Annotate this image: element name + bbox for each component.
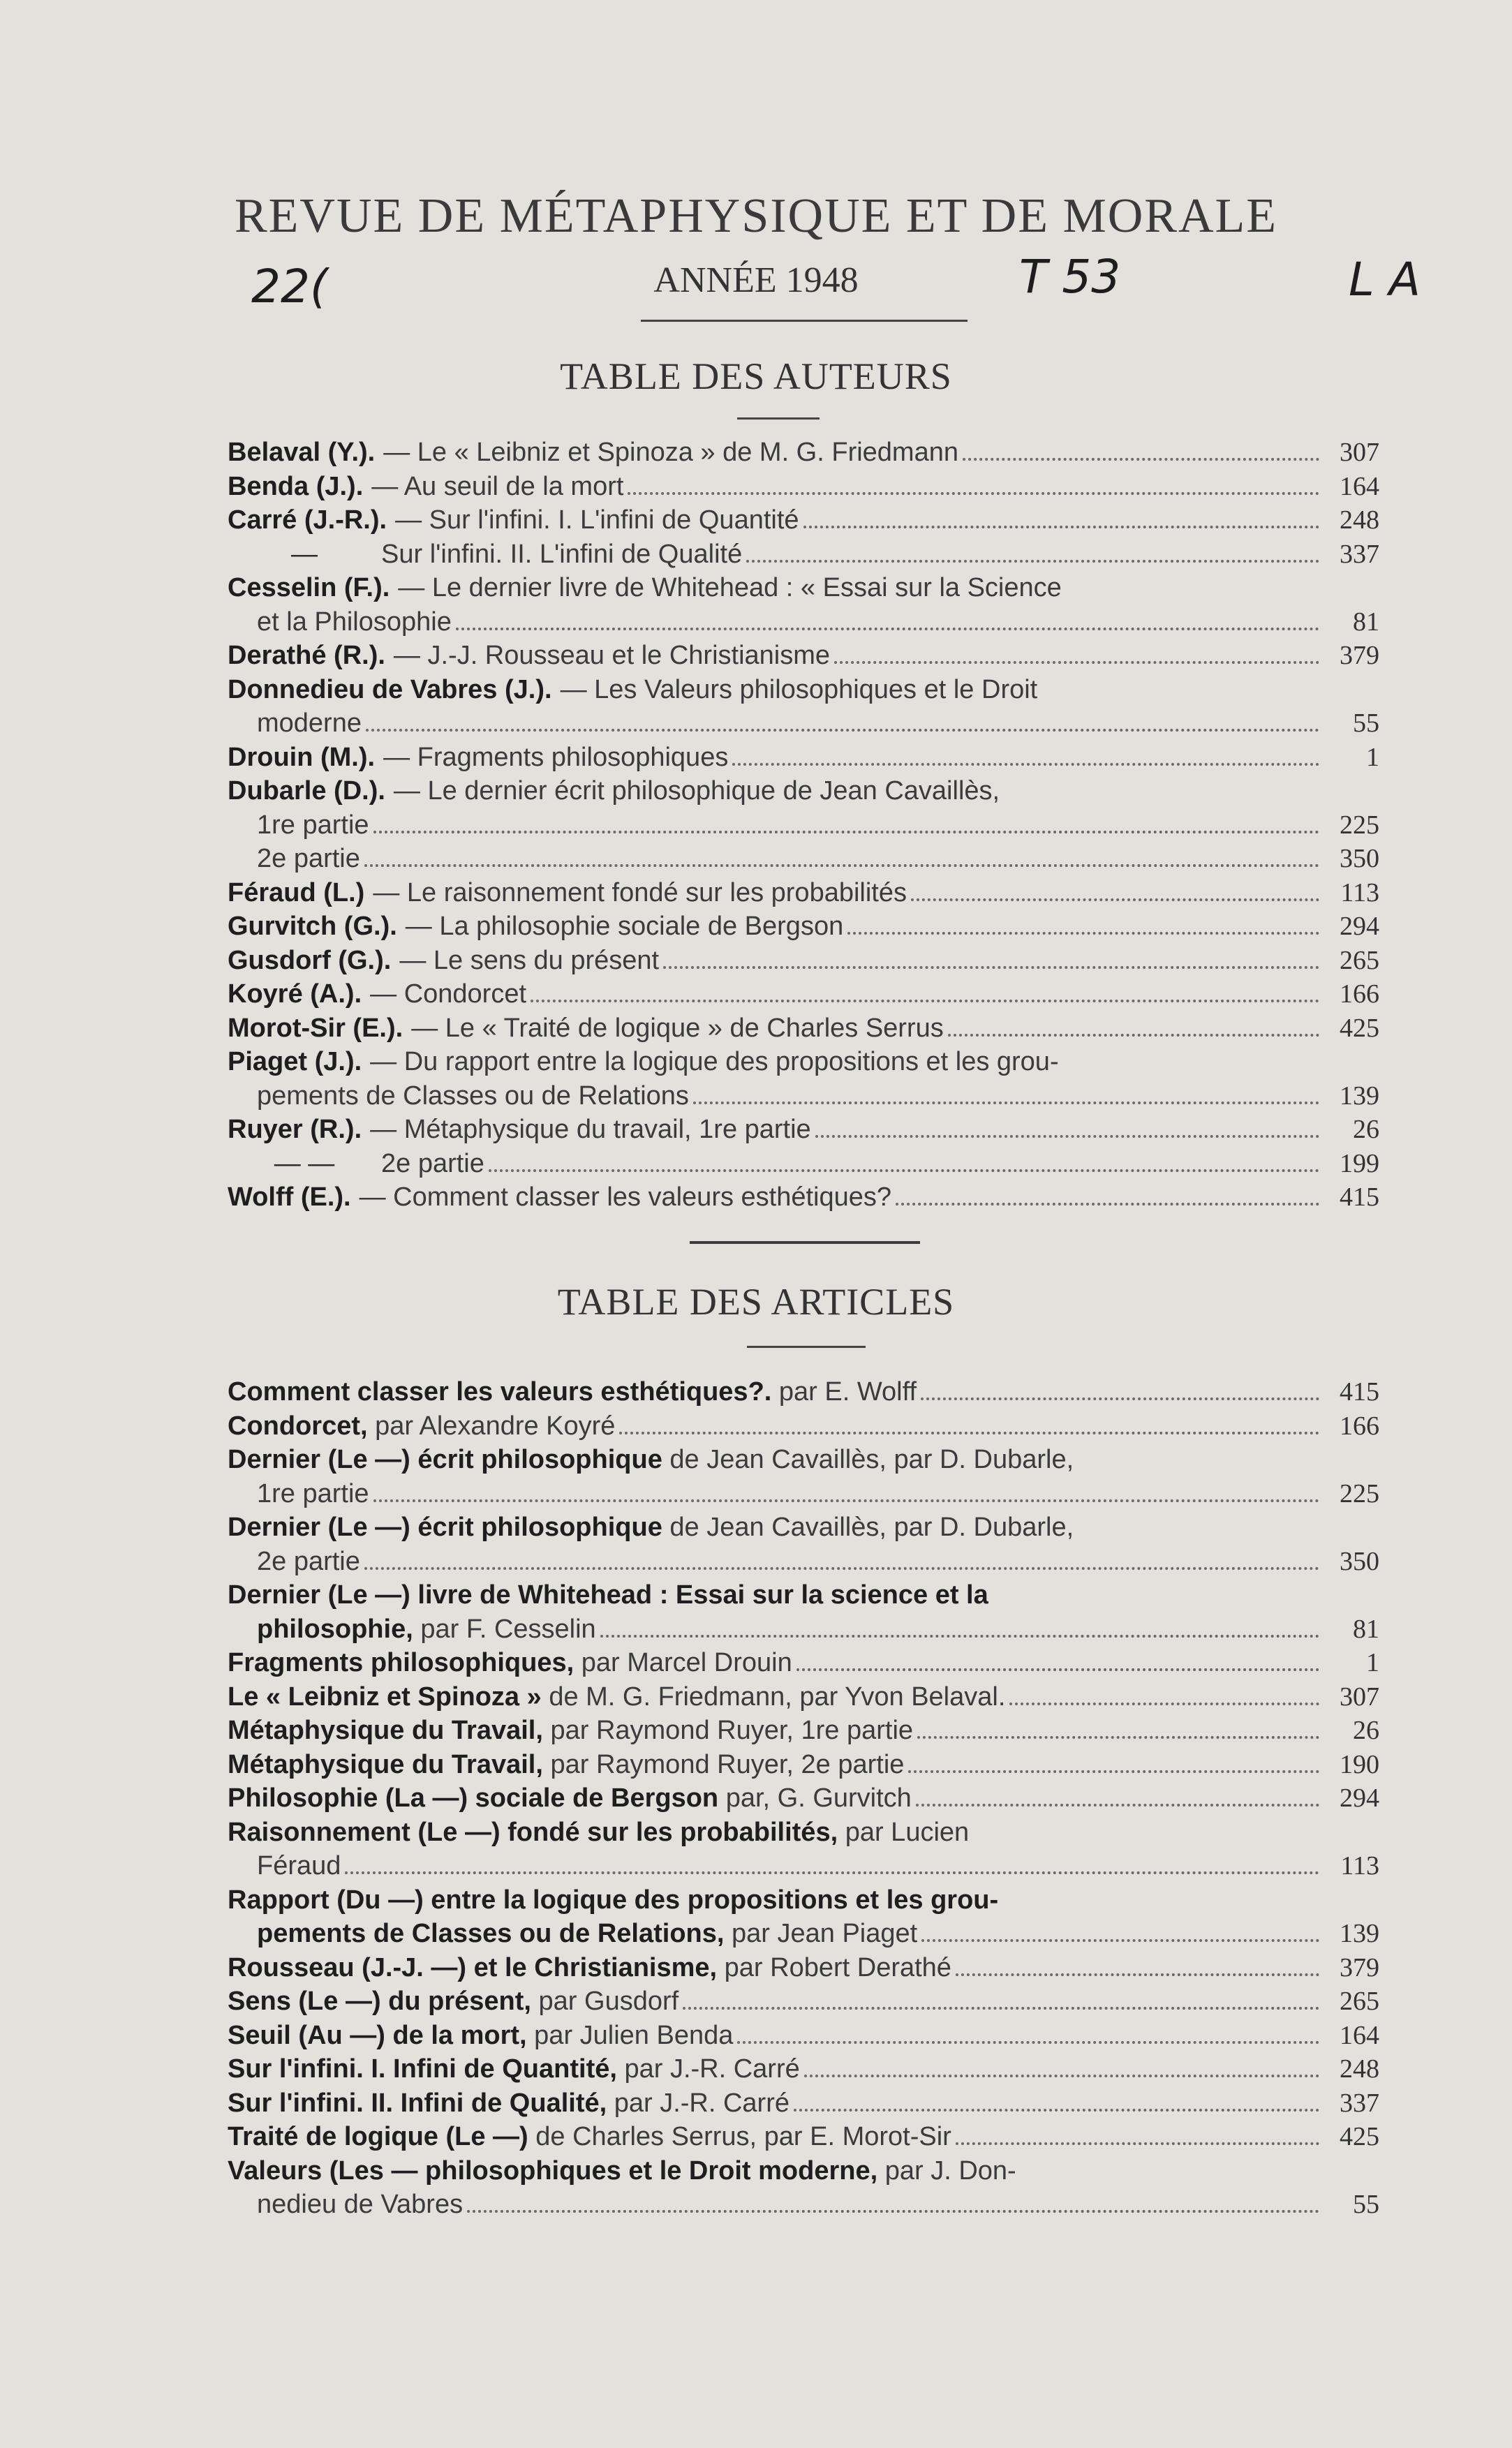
dot-leader <box>908 1770 1319 1773</box>
article-line <box>228 1714 1379 1748</box>
article-title: Condorcet, <box>228 1411 368 1441</box>
entry-text: par J.-R. Carré <box>614 2088 790 2118</box>
page-number: 350 <box>1340 844 1379 873</box>
article-line <box>228 1545 1379 1579</box>
article-title: pements de Classes ou de Relations, <box>257 1919 725 1948</box>
page-number: 166 <box>1340 1411 1379 1441</box>
articles-table <box>228 1375 1379 2222</box>
author-line <box>228 673 1379 707</box>
dot-leader <box>804 2075 1319 2077</box>
page-number: 425 <box>1340 2122 1379 2151</box>
entry-text: 1re partie <box>257 1478 369 1508</box>
author-name: Koyré (A.). <box>228 979 362 1009</box>
article-title: Sur l'infini. I. Infini de Quantité, <box>228 2054 617 2084</box>
author-line <box>228 1180 1379 1215</box>
entry-text: 2e partie <box>257 844 360 873</box>
article-line <box>228 1816 1379 1850</box>
author-entry <box>228 774 1379 876</box>
article-entry <box>228 1578 1379 1646</box>
page-number: 425 <box>1340 1013 1379 1043</box>
page-number: 379 <box>1340 1952 1379 1982</box>
article-entry <box>228 1443 1379 1511</box>
page-number: 307 <box>1340 1682 1379 1712</box>
article-line <box>228 2052 1379 2086</box>
journal-title: REVUE DE MÉTAPHYSIQUE ET DE MORALE <box>234 189 1278 243</box>
dot-leader <box>956 2142 1319 2145</box>
article-line <box>228 1409 1379 1444</box>
dot-leader <box>531 1000 1319 1002</box>
page-number: 166 <box>1340 979 1379 1009</box>
article-entry <box>228 1714 1379 1748</box>
article-title: Dernier (Le —) écrit philosophique <box>228 1513 662 1542</box>
page-number: 164 <box>1340 2020 1379 2050</box>
entry-text: — Le dernier livre de Whitehead : « Essai sur la Science <box>398 573 1062 602</box>
article-line <box>228 1951 1379 1985</box>
entry-text: par Raymond Ruyer, 1re partie <box>550 1716 914 1745</box>
entry-text: de Jean Cavaillès, par D. Dubarle, <box>669 1513 1074 1542</box>
article-line <box>228 1748 1379 1782</box>
dot-leader <box>803 526 1319 528</box>
entry-text: de Jean Cavaillès, par D. Dubarle, <box>669 1445 1074 1474</box>
author-line <box>228 944 1379 978</box>
article-title: Traité de logique (Le —) <box>228 2122 528 2151</box>
entry-text: par F. Cesselin <box>420 1614 596 1644</box>
handwritten-annotation-right: L A <box>1349 253 1421 306</box>
article-title: Métaphysique du Travail, <box>228 1716 543 1745</box>
author-line <box>228 1147 1379 1181</box>
dot-leader <box>921 1939 1319 1942</box>
page-number: 55 <box>1353 709 1379 738</box>
ditto-dash: — — <box>274 1148 335 1178</box>
author-line <box>228 1011 1379 1046</box>
page-number: 265 <box>1340 945 1379 975</box>
article-title: Sur l'infini. II. Infini de Qualité, <box>228 2088 607 2118</box>
author-line <box>228 741 1379 775</box>
entry-text: — Comment classer les valeurs esthétiques? <box>359 1182 892 1212</box>
author-name: Donnedieu de Vabres (J.). <box>228 674 552 704</box>
author-name: Morot-Sir (E.). <box>228 1013 403 1043</box>
articles-heading: TABLE DES ARTICLES <box>557 1281 955 1323</box>
dot-leader <box>746 560 1319 563</box>
author-entry <box>228 910 1379 944</box>
page-number: 379 <box>1340 641 1379 670</box>
entry-text: — Le raisonnement fondé sur les probabilités <box>373 877 907 907</box>
article-line <box>228 1511 1379 1545</box>
page-number: 81 <box>1353 1614 1379 1644</box>
dot-leader <box>456 628 1319 630</box>
entry-text: pements de Classes ou de Relations <box>257 1081 689 1111</box>
dot-leader <box>921 1397 1319 1400</box>
entry-text: — Les Valeurs philosophiques et le Droit <box>560 674 1038 704</box>
dot-leader <box>345 1871 1319 1874</box>
author-line <box>228 503 1379 537</box>
author-entry <box>228 944 1379 978</box>
article-title: Seuil (Au —) de la mort, <box>228 2020 527 2050</box>
article-title: Le « Leibniz et Spinoza » <box>228 1682 542 1712</box>
entry-text: de M. G. Friedmann, par Yvon Belaval. <box>549 1682 1006 1712</box>
page-number: 415 <box>1340 1182 1379 1212</box>
author-name: Belaval (Y.). <box>228 438 376 467</box>
article-entry <box>228 1781 1379 1816</box>
page-number: 139 <box>1340 1081 1379 1111</box>
entry-text: — J.-J. Rousseau et le Christianisme <box>393 641 831 670</box>
entry-text: moderne <box>257 709 362 738</box>
dot-leader <box>683 2007 1319 2010</box>
page-number: 190 <box>1340 1749 1379 1779</box>
entry-text: par E. Wolff <box>778 1377 917 1407</box>
entry-text: 1re partie <box>257 810 369 840</box>
article-entry <box>228 2120 1379 2154</box>
author-line <box>228 1113 1379 1147</box>
dot-leader <box>911 898 1319 901</box>
page-number: 307 <box>1340 438 1379 467</box>
article-entry <box>228 2154 1379 2222</box>
article-line <box>228 1646 1379 1680</box>
dot-leader <box>373 831 1319 833</box>
article-title: Dernier (Le —) écrit philosophique <box>228 1445 662 1474</box>
divider <box>747 1346 866 1348</box>
page-number: 55 <box>1353 2190 1379 2219</box>
author-line <box>228 639 1379 673</box>
entry-text: — Le dernier écrit philosophique de Jean Cavaillès, <box>393 776 1000 806</box>
page-number: 1 <box>1366 1648 1379 1677</box>
dot-leader <box>366 729 1319 732</box>
author-line <box>228 977 1379 1011</box>
author-entry <box>228 977 1379 1011</box>
entry-text: par J.-R. Carré <box>624 2054 800 2084</box>
dot-leader <box>796 1668 1319 1671</box>
page-number: 225 <box>1340 810 1379 840</box>
entry-text: par Gusdorf <box>538 1987 679 2016</box>
author-entry <box>228 639 1379 673</box>
entry-text: par J. Don- <box>884 2156 1016 2186</box>
entry-text: par Lucien <box>845 1817 970 1847</box>
dot-leader <box>373 1499 1319 1502</box>
article-title: Philosophie (La —) sociale de Bergson <box>228 1783 719 1813</box>
page-number: 337 <box>1340 539 1379 569</box>
dot-leader <box>948 1034 1319 1037</box>
entry-text: Sur l'infini. II. L'infini de Qualité <box>381 539 743 569</box>
dot-leader <box>963 458 1319 461</box>
article-entry <box>228 1375 1379 1409</box>
dot-leader <box>1009 1703 1319 1705</box>
entry-text: nedieu de Vabres <box>257 2190 464 2219</box>
page-number: 81 <box>1353 607 1379 637</box>
page-number: 350 <box>1340 1546 1379 1576</box>
article-line <box>228 2120 1379 2154</box>
divider <box>737 417 820 420</box>
article-line <box>228 1375 1379 1409</box>
article-entry <box>228 1816 1379 1883</box>
author-line <box>228 571 1379 605</box>
author-line <box>228 876 1379 910</box>
article-title: Rapport (Du —) entre la logique des propositions et les grou- <box>228 1885 999 1915</box>
dot-leader <box>956 1973 1319 1976</box>
article-line <box>228 1849 1379 1883</box>
dot-leader <box>916 1804 1319 1807</box>
page-number: 26 <box>1353 1115 1379 1144</box>
author-line <box>228 910 1379 944</box>
author-name: Carré (J.-R.). <box>228 505 387 535</box>
author-entry <box>228 537 1379 572</box>
article-line <box>228 2188 1379 2222</box>
article-line <box>228 2154 1379 2188</box>
article-entry <box>228 1951 1379 1985</box>
handwritten-annotation-mid: T 53 <box>1019 250 1121 304</box>
dot-leader <box>628 492 1319 495</box>
article-line <box>228 1477 1379 1511</box>
article-line <box>228 1443 1379 1477</box>
page-number: 265 <box>1340 1987 1379 2016</box>
entry-text: par Julien Benda <box>534 2020 734 2050</box>
year-label: ANNÉE 1948 <box>653 260 859 300</box>
article-entry <box>228 2019 1379 2053</box>
article-entry <box>228 1883 1379 1951</box>
author-entry <box>228 503 1379 537</box>
author-line <box>228 842 1379 876</box>
author-name: Derathé (R.). <box>228 641 385 670</box>
page-number: 199 <box>1340 1148 1379 1178</box>
article-entry <box>228 1646 1379 1680</box>
dot-leader <box>663 966 1319 969</box>
article-line <box>228 2019 1379 2053</box>
entry-text: par Alexandre Koyré <box>375 1411 616 1441</box>
page-number: 225 <box>1340 1478 1379 1508</box>
author-entry <box>228 1045 1379 1113</box>
page-number: 337 <box>1340 2088 1379 2118</box>
article-line <box>228 1578 1379 1612</box>
article-line <box>228 2086 1379 2121</box>
author-entry <box>228 436 1379 470</box>
author-line <box>228 537 1379 572</box>
article-entry <box>228 1409 1379 1444</box>
author-name: Cesselin (F.). <box>228 573 390 602</box>
author-entry <box>228 1011 1379 1046</box>
entry-text: 2e partie <box>381 1148 484 1178</box>
author-name: Piaget (J.). <box>228 1047 362 1076</box>
author-name: Ruyer (R.). <box>228 1115 362 1144</box>
entry-text: — Métaphysique du travail, 1re partie <box>370 1115 811 1144</box>
author-entry <box>228 741 1379 775</box>
article-entry <box>228 1511 1379 1578</box>
author-entry <box>228 673 1379 741</box>
author-name: Dubarle (D.). <box>228 776 385 806</box>
dot-leader <box>794 2109 1319 2112</box>
dot-leader <box>896 1203 1319 1206</box>
entry-text: de Charles Serrus, par E. Morot-Sir <box>535 2122 951 2151</box>
author-line <box>228 1079 1379 1113</box>
page-number: 139 <box>1340 1919 1379 1948</box>
article-title: Comment classer les valeurs esthétiques?. <box>228 1377 772 1407</box>
article-title: Sens (Le —) du présent, <box>228 1987 531 2016</box>
entry-text: — Le « Traité de logique » de Charles Serrus <box>411 1013 944 1043</box>
entry-text: — La philosophie sociale de Bergson <box>405 912 844 941</box>
entry-text: 2e partie <box>257 1546 360 1576</box>
entry-text: et la Philosophie <box>257 607 452 637</box>
author-entry <box>228 1147 1379 1181</box>
article-title: Métaphysique du Travail, <box>228 1749 543 1779</box>
entry-text: par Jean Piaget <box>732 1919 918 1948</box>
authors-table <box>228 436 1379 1215</box>
article-line <box>228 1883 1379 1917</box>
author-entry <box>228 876 1379 910</box>
page-number: 248 <box>1340 505 1379 535</box>
author-name: Drouin (M.). <box>228 742 376 772</box>
entry-text: par Robert Derathé <box>724 1952 951 1982</box>
entry-text: Féraud <box>257 1851 341 1880</box>
handwritten-annotation-left: 22( <box>251 260 328 313</box>
author-line <box>228 436 1379 470</box>
author-line <box>228 774 1379 808</box>
page-number: 294 <box>1340 912 1379 941</box>
section-divider <box>690 1241 920 1244</box>
article-title: philosophie, <box>257 1614 413 1644</box>
article-entry <box>228 2086 1379 2121</box>
article-title: Valeurs (Les — philosophiques et le Droit moderne, <box>228 2156 878 2186</box>
page-number: 248 <box>1340 2054 1379 2084</box>
page-number: 294 <box>1340 1783 1379 1813</box>
article-line <box>228 1985 1379 2019</box>
dot-leader <box>917 1736 1319 1739</box>
author-line <box>228 1045 1379 1079</box>
article-title: Dernier (Le —) livre de Whitehead : Essai sur la science et la <box>228 1580 988 1610</box>
dot-leader <box>467 2210 1319 2213</box>
author-name: Wolff (E.). <box>228 1182 351 1212</box>
article-title: Fragments philosophiques, <box>228 1648 575 1677</box>
entry-text: — Fragments philosophiques <box>383 742 729 772</box>
dot-leader <box>815 1135 1319 1138</box>
entry-text: — Le sens du présent <box>399 945 660 975</box>
dot-leader <box>737 2041 1319 2044</box>
author-name: Gusdorf (G.). <box>228 945 392 975</box>
article-entry <box>228 1680 1379 1714</box>
entry-text: — Du rapport entre la logique des propositions et les grou- <box>370 1047 1059 1076</box>
article-title: Rousseau (J.-J. —) et le Christianisme, <box>228 1952 718 1982</box>
dot-leader <box>732 763 1319 766</box>
entry-text: — Au seuil de la mort <box>371 471 624 501</box>
divider <box>641 320 968 322</box>
dot-leader <box>364 1567 1319 1570</box>
authors-heading: TABLE DES AUTEURS <box>560 355 952 397</box>
entry-text: par Raymond Ruyer, 2e partie <box>550 1749 905 1779</box>
article-entry <box>228 1748 1379 1782</box>
author-line <box>228 706 1379 741</box>
author-entry <box>228 470 1379 504</box>
page-number: 26 <box>1353 1716 1379 1745</box>
dot-leader <box>847 932 1319 935</box>
page-number: 113 <box>1340 877 1379 907</box>
dot-leader <box>600 1635 1319 1638</box>
entry-text: — Sur l'infini. I. L'infini de Quantité <box>395 505 799 535</box>
dot-leader <box>834 661 1319 664</box>
author-name: Féraud (L.) <box>228 877 365 907</box>
entry-text: par Marcel Drouin <box>581 1648 792 1677</box>
author-entry <box>228 1180 1379 1215</box>
article-line <box>228 1612 1379 1647</box>
article-line <box>228 1917 1379 1951</box>
dot-leader <box>489 1169 1319 1172</box>
page-number: 1 <box>1366 742 1379 772</box>
article-title: Raisonnement (Le —) fondé sur les probabilités, <box>228 1817 838 1847</box>
author-name: Benda (J.). <box>228 471 364 501</box>
entry-text: — Le « Leibniz et Spinoza » de M. G. Friedmann <box>383 438 958 467</box>
entry-text: — Condorcet <box>370 979 527 1009</box>
author-line <box>228 470 1379 504</box>
dot-leader <box>364 864 1319 867</box>
page-number: 415 <box>1340 1377 1379 1407</box>
page-number: 164 <box>1340 471 1379 501</box>
dot-leader <box>693 1101 1319 1104</box>
author-entry <box>228 1113 1379 1147</box>
article-entry <box>228 2052 1379 2086</box>
ditto-dash: — <box>291 539 318 569</box>
page-number: 113 <box>1340 1851 1379 1880</box>
article-entry <box>228 1985 1379 2019</box>
author-line <box>228 605 1379 639</box>
author-line <box>228 808 1379 843</box>
author-name: Gurvitch (G.). <box>228 912 397 941</box>
article-line <box>228 1680 1379 1714</box>
dot-leader <box>619 1432 1319 1434</box>
article-line <box>228 1781 1379 1816</box>
entry-text: par, G. Gurvitch <box>725 1783 912 1813</box>
author-entry <box>228 571 1379 639</box>
